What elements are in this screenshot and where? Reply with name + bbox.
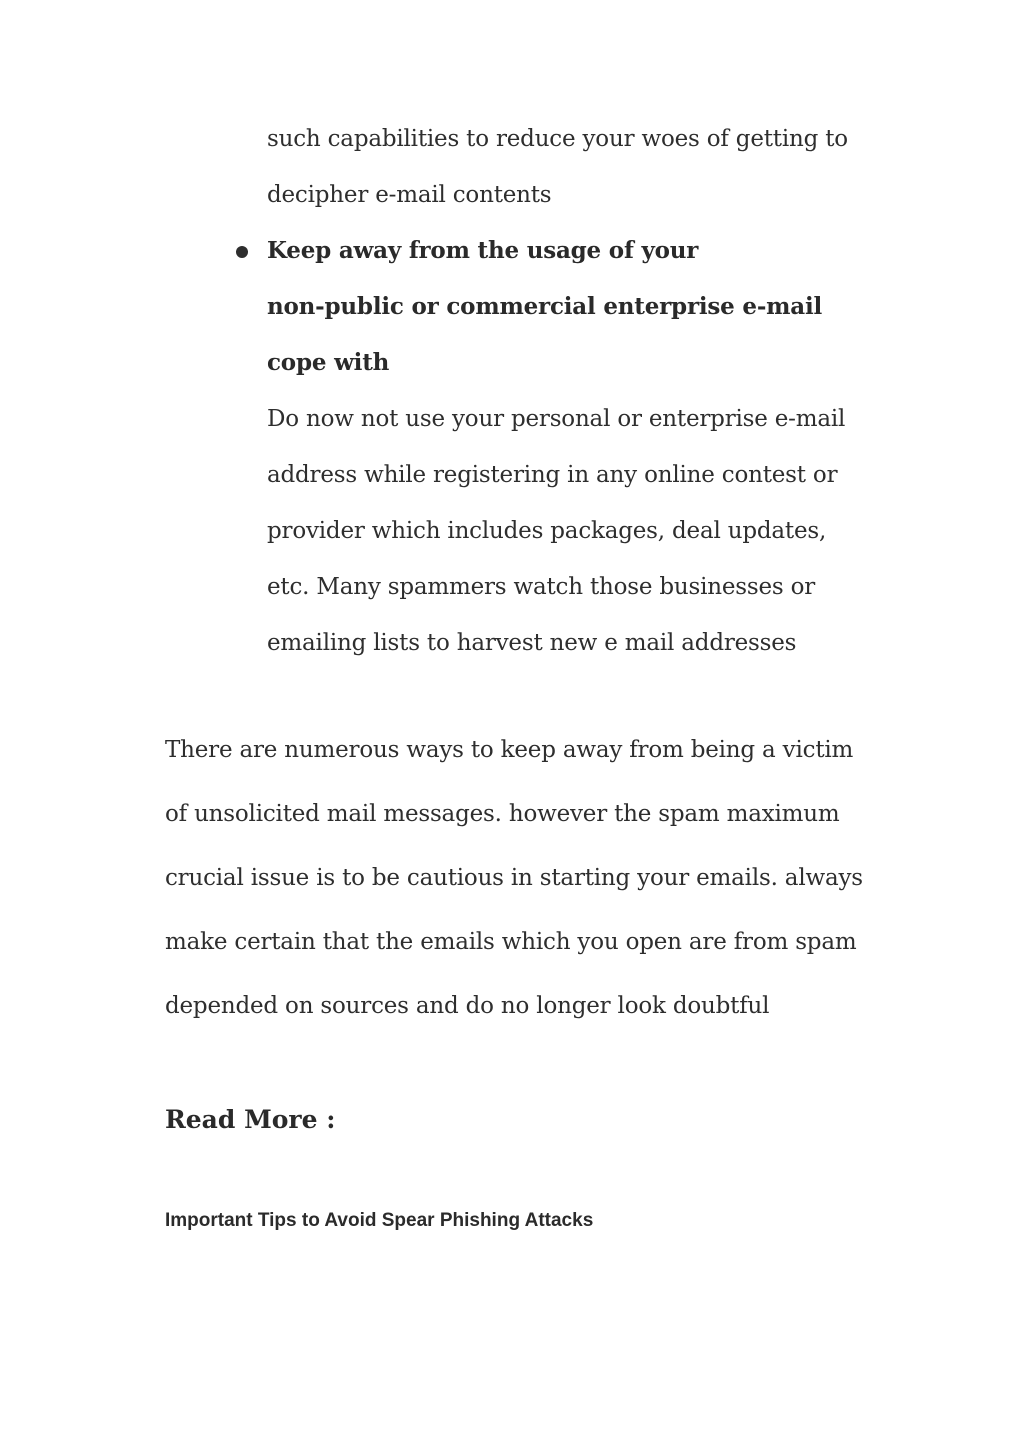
bullet-icon: [236, 246, 248, 258]
bullet-item-body-line: Do now not use your personal or enterprise e-mail: [267, 406, 846, 432]
paragraph-line: crucial issue is to be cautious in starting your emails. always: [165, 865, 863, 891]
paragraph-line: of unsolicited mail messages. however the spam maximum: [165, 801, 840, 827]
bullet-item-title-line: non-public or commercial enterprise e-mail: [267, 293, 823, 320]
bullet-item-body-line: emailing lists to harvest new e mail addresses: [267, 630, 797, 656]
paragraph-line: depended on sources and do no longer look doubtful: [165, 993, 770, 1019]
bullet-item-body-line: provider which includes packages, deal updates,: [267, 518, 827, 544]
bullet-item-body-line: address while registering in any online contest or: [267, 462, 838, 488]
read-more-link[interactable]: Important Tips to Avoid Spear Phishing Attacks: [165, 1210, 594, 1231]
list-continuation-line: such capabilities to reduce your woes of getting to: [267, 126, 848, 152]
paragraph-line: make certain that the emails which you open are from spam: [165, 929, 857, 955]
list-continuation-line: decipher e-mail contents: [267, 182, 552, 208]
bullet-item-title-line: Keep away from the usage of your: [267, 237, 699, 264]
bullet-item-body-line: etc. Many spammers watch those businesses or: [267, 574, 816, 600]
read-more-heading: Read More :: [165, 1105, 336, 1134]
paragraph-line: There are numerous ways to keep away from being a victim: [165, 737, 854, 763]
bullet-item-title-line: cope with: [267, 349, 390, 376]
